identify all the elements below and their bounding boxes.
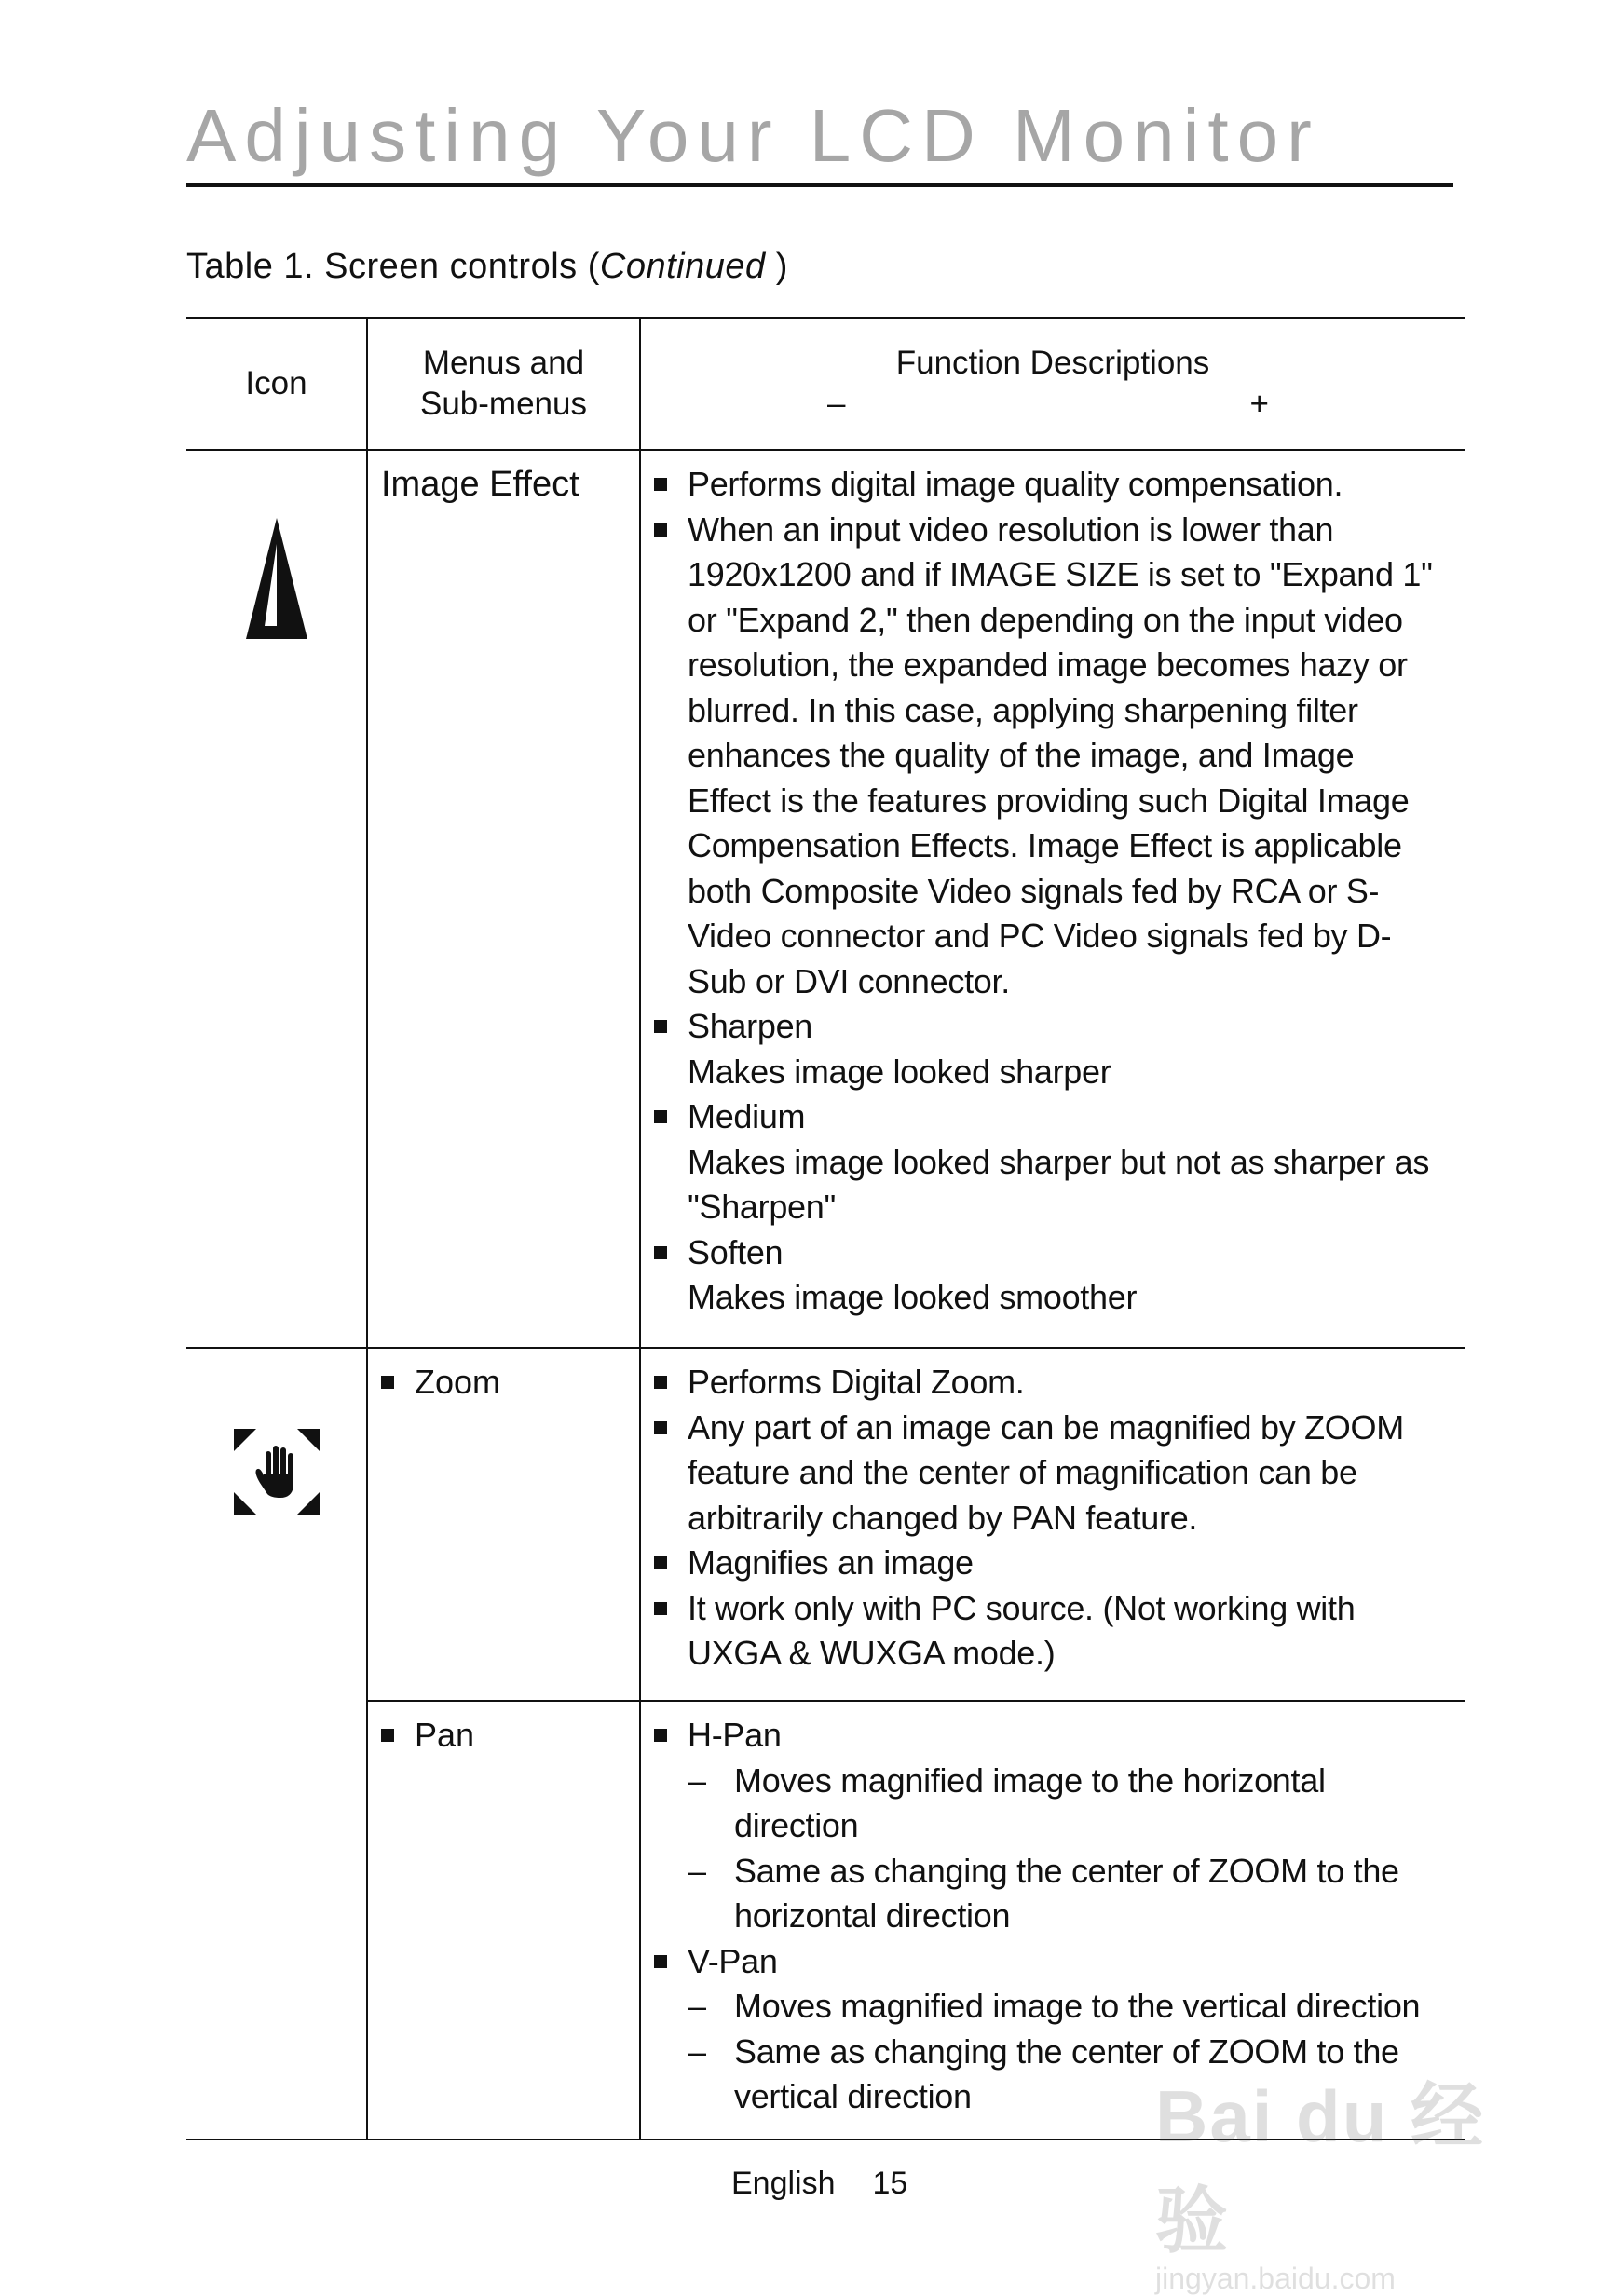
table-header-row: [186, 318, 1465, 450]
header-menus-line1: Menus and: [422, 345, 585, 381]
bullet-text: V-Pan: [688, 1941, 778, 1980]
list-item: [654, 508, 1446, 1005]
desc-cell: [640, 1348, 1465, 1701]
caption-italic: Continued: [599, 247, 766, 286]
icon-cell: [186, 450, 367, 1348]
bullet-square-icon: [654, 478, 667, 491]
dash-text: Same as changing the center of ZOOM to the vertical direction: [734, 2031, 1399, 2115]
bullet-text: It work only with PC source. (Not working with UXGA & WUXGA mode.): [688, 1588, 1356, 1672]
bullet-square-icon: [654, 1729, 667, 1742]
bullet-square-icon: [654, 1955, 667, 1968]
caption-suffix: ): [765, 247, 788, 286]
screen-controls-table: [186, 317, 1465, 2140]
dash-glyph: –: [688, 1987, 706, 2025]
list-item: [654, 1004, 1446, 1094]
menu-cell: [367, 1348, 640, 1701]
bullet-text: Sharpen: [688, 1007, 813, 1045]
bullet-square-icon: [654, 1376, 667, 1389]
header-menus: [367, 318, 640, 450]
menu-zoom-label: Zoom: [415, 1363, 501, 1401]
desc-cell: [640, 450, 1465, 1348]
header-icon: Icon: [186, 318, 367, 450]
bullet-square-icon: [654, 1556, 667, 1569]
header-plus: +: [1249, 386, 1269, 422]
menu-pan-label: Pan: [415, 1716, 475, 1754]
bullet-detail: Makes image looked sharper: [688, 1052, 1111, 1091]
bullet-text: When an input video resolution is lower than 1920x1200 and if IMAGE SIZE is set to "Expand 1" or "Expand 2," then depending on the input video resolution, the expanded image becomes hazy or blurred. In this case, applying sharpening filter enhances the quality of the image, and Image Effect is the features providing such Digital Image Compensation Effects. Image Effect is applicable both Composite Video signals fed by RCA or S-Video connector and PC Video signals fed by D-Sub or DVI connector.: [688, 509, 1433, 1000]
icon-cell: [186, 1348, 367, 2140]
header-function-title: Function Descriptions: [895, 345, 1210, 381]
menu-zoom: [368, 1349, 639, 1405]
footer-language: English: [731, 2166, 836, 2201]
list-item: [654, 1541, 1446, 1586]
header-signs: [641, 384, 1465, 425]
dash-item: [688, 1849, 1446, 1939]
dash-glyph: –: [688, 2031, 706, 2071]
table-caption: [186, 247, 788, 287]
bullet-detail: Makes image looked sharper but not as sharper as "Sharpen": [688, 1142, 1430, 1226]
menu-cell: [367, 1701, 640, 2140]
dash-text: Moves magnified image to the vertical direction: [734, 1987, 1421, 2025]
dash-text: Moves magnified image to the horizontal direction: [734, 1760, 1326, 1844]
bullet-text: Soften: [688, 1232, 784, 1271]
baidu-watermark: [1155, 2058, 1547, 2295]
list-item: [654, 1713, 1446, 1939]
bullet-text: Magnifies an image: [688, 1543, 974, 1582]
bullet-square-icon: [381, 1729, 394, 1742]
list-item: [654, 462, 1446, 508]
list-item: [654, 1094, 1446, 1230]
bullet-text: Medium: [688, 1097, 806, 1135]
header-minus: –: [827, 386, 846, 422]
bullet-text: Performs Digital Zoom.: [688, 1363, 1025, 1401]
bullet-square-icon: [381, 1376, 394, 1389]
list-item: [654, 1586, 1446, 1677]
page-number: 15: [872, 2166, 908, 2201]
bullet-text: Any part of an image can be magnified by ZOOM feature and the center of magnification can be arbitrarily changed by PAN feature.: [688, 1407, 1404, 1537]
bullet-detail: Makes image looked smoother: [688, 1278, 1138, 1316]
bullet-square-icon: [654, 1246, 667, 1259]
dash-item: [688, 1984, 1446, 2030]
zoom-pan-hand-icon: [232, 1427, 321, 1521]
title-rule: [186, 183, 1453, 187]
bullet-square-icon: [654, 1421, 667, 1434]
bullet-square-icon: [654, 1110, 667, 1123]
page-footer: [731, 2166, 907, 2202]
menu-image-effect: Image Effect: [381, 465, 579, 504]
caption-prefix: Table 1. Screen controls (: [186, 247, 600, 286]
watermark-brand: Bai du 经验: [1155, 2075, 1486, 2262]
bullet-square-icon: [654, 523, 667, 537]
dash-item: [688, 1759, 1446, 1849]
bullet-square-icon: [654, 1020, 667, 1033]
page-title: Adjusting Your LCD Monitor: [186, 94, 1320, 177]
table-row-zoom: [186, 1348, 1465, 1701]
header-menus-line2: Sub-menus: [420, 386, 587, 422]
menu-cell: [367, 450, 640, 1348]
dash-glyph: –: [688, 1851, 706, 1890]
dash-text: Same as changing the center of ZOOM to the horizontal direction: [734, 1851, 1399, 1935]
bullet-text: H-Pan: [688, 1716, 782, 1754]
table-row-image-effect: [186, 450, 1465, 1348]
dash-glyph: –: [688, 1760, 706, 1800]
sharpness-triangle-icon: [244, 516, 309, 645]
menu-pan: [368, 1702, 639, 1758]
list-item: [654, 1360, 1446, 1406]
watermark-url: jingyan.baidu.com: [1155, 2262, 1396, 2295]
list-item: [654, 1230, 1446, 1321]
bullet-square-icon: [654, 1602, 667, 1615]
header-function: [640, 318, 1465, 450]
bullet-text: Performs digital image quality compensation.: [688, 465, 1343, 503]
list-item: [654, 1406, 1446, 1542]
